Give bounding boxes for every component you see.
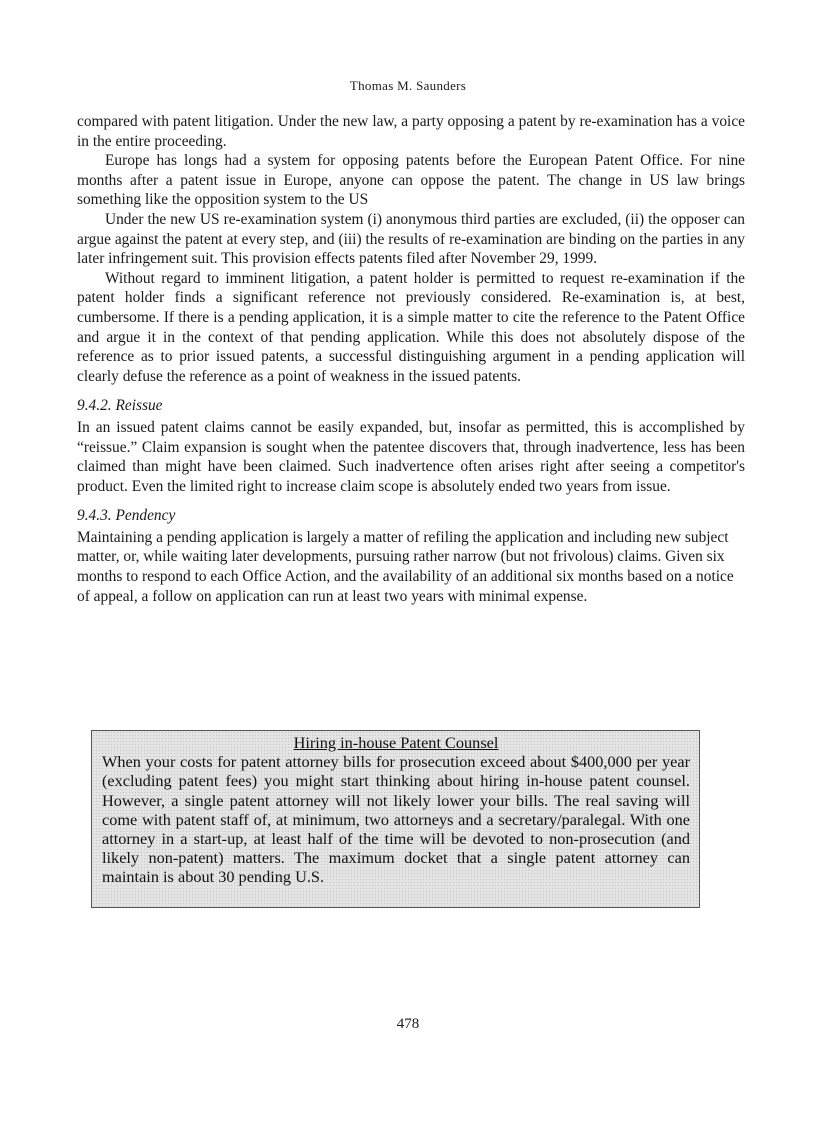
paragraph-reissue: In an issued patent claims cannot be easily expanded, but, insofar as permitted, this is accomplished by “reissue.” Claim expansion is sought when the patentee discovers that, through inadvertence, less has been claimed than might have been claimed. Such inadvertence often arises right after seeing a competitor's product. Even the limited right to increase claim scope is absolutely ended two years from issue. [77,418,745,495]
body-text [77,112,745,606]
paragraph-pendency: Maintaining a pending application is largely a matter of refiling the application and including new subject matter, or, while waiting later developments, pursuing rather narrow (but not frivolous) claims. Given six months to respond to each Office Action, and the availability of an additional six months based on a notice of appeal, a follow on application can run at least two years with minimal expense. [77,528,734,605]
paragraph-reexamination-voice: compared with patent litigation. Under the new law, a party opposing a patent by re-examination has a voice in the entire proceeding. [77,113,745,150]
section-heading-pendency: 9.4.3. Pendency [77,507,176,525]
paragraph-request-reexamination: Without regard to imminent litigation, a patent holder is permitted to request re-examination if the patent holder finds a significant reference not previously considered. Re-examination is, at best, cumbersome. If there is a pending application, it is a simple matter to cite the reference to the Patent Office and argue it in the context of that pending application. While this does not absolutely dispose of the reference as to prior issued patents, a successful distinguishing argument in a pending application will clearly defuse the reference as a point of weakness in the issued patents. [77,269,745,385]
callout-title: Hiring in-house Patent Counsel [293,733,499,752]
paragraph-us-reexamination-system: Under the new US re-examination system (i) anonymous third parties are excluded, (ii) the opposer can argue against the patent at every step, and (iii) the results of re-examination are binding on the parties in any later infringement suit. This provision effects patents filed after November 29, 1999. [77,210,745,268]
running-head: Thomas M. Saunders [349,78,467,93]
paragraph-european-opposition: Europe has longs had a system for opposing patents before the European Patent Office. For nine months after a patent issue in Europe, anyone can oppose the patent. The change in US law brings something like the opposition system to the US [77,152,745,209]
section-heading-reissue: 9.4.2. Reissue [77,397,163,415]
callout-box [91,730,700,908]
callout-text: When your costs for patent attorney bills for prosecution exceed about $400,000 per year (excluding patent fees) you might start thinking about hiring in-house patent counsel. However, a single patent attorney will not likely lower your bills. The real saving will come with patent staff of, at minimum, two attorneys and a secretary/paralegal. With one attorney in a start-up, at least half of the time will be devoted to non-prosecution (and likely non-patent) matters. The maximum docket that a single patent attorney can maintain is about 30 pending U.S. [102,752,690,887]
page-number: 478 [396,1016,420,1032]
